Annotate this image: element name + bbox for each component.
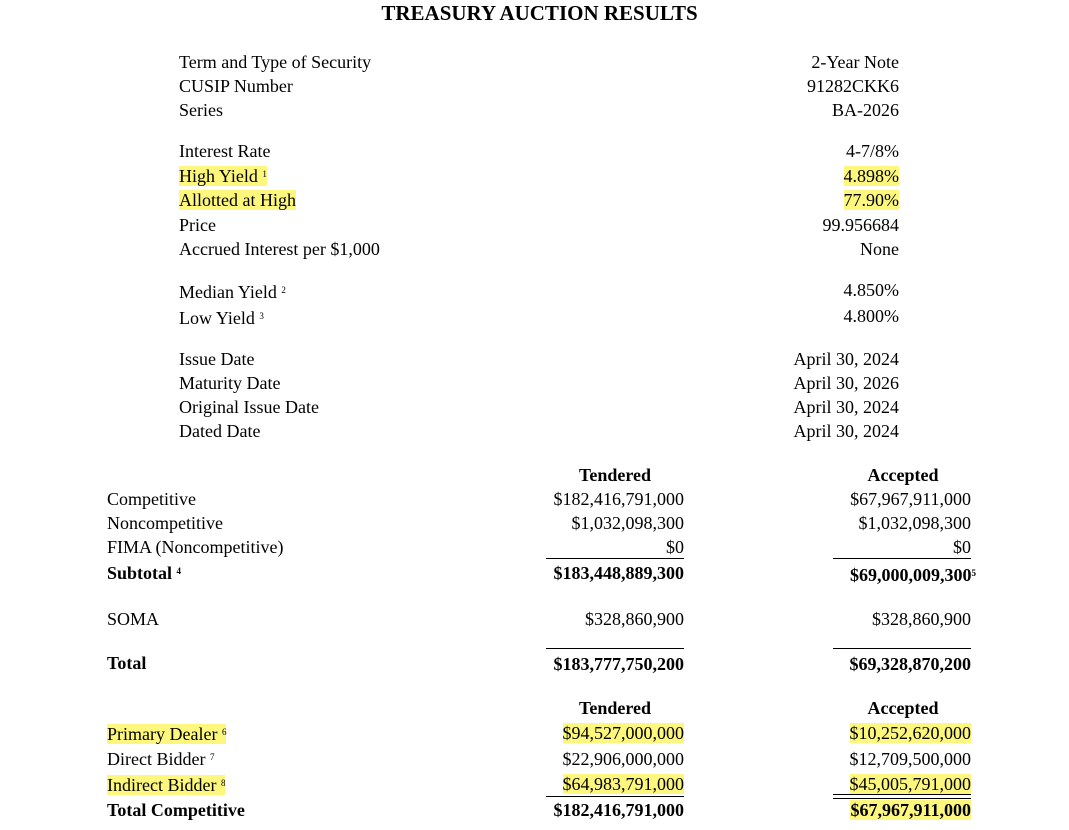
series-label: Series	[179, 100, 223, 120]
price-label: Price	[179, 215, 216, 235]
fima-accepted: $0	[953, 537, 971, 557]
cusip-value: 91282CKK6	[806, 76, 899, 96]
noncompetitive-tendered: $1,032,098,300	[571, 513, 684, 533]
cusip-label: CUSIP Number	[179, 76, 293, 96]
dated-date-label: Dated Date	[179, 421, 261, 441]
footnote-marker: 6	[221, 727, 227, 737]
total-accepted: $69,328,870,200	[849, 654, 971, 674]
primary-dealer-tendered: $94,527,000,000	[562, 723, 684, 743]
primary-dealer-accepted: $10,252,620,000	[849, 723, 971, 743]
original-issue-date-value: April 30, 2024	[793, 397, 899, 417]
subtotal-label: Subtotal $^4$	[107, 563, 182, 583]
accrued-value: None	[860, 239, 899, 259]
competitive-rule-tendered	[546, 796, 684, 797]
total-tendered: $183,777,750,200	[553, 654, 684, 674]
competitive-accepted: $67,967,911,000	[850, 489, 971, 509]
footnote-marker: 3	[259, 311, 264, 321]
price-value: 99.956684	[822, 215, 899, 235]
indirect-bidder-accepted: $45,005,791,000	[849, 774, 971, 794]
bidders-accepted-header: Accepted	[867, 698, 939, 718]
footnote-marker: 4	[176, 566, 182, 576]
median-yield-label: Median Yield $^2$	[179, 282, 286, 302]
page-title: TREASURY AUCTION RESULTS	[381, 1, 698, 25]
total-rule-accepted	[833, 648, 971, 649]
maturity-date-value: April 30, 2026	[793, 373, 899, 393]
interest-rate-value: 4-7/8%	[846, 141, 899, 161]
high-yield-label: High Yield $^1$	[179, 166, 267, 186]
noncompetitive-label: Noncompetitive	[107, 513, 223, 533]
fima-label: FIMA (Noncompetitive)	[107, 537, 284, 557]
direct-bidder-accepted: $12,709,500,000	[849, 749, 971, 769]
subtotal-tendered: $183,448,889,300	[553, 563, 684, 583]
footnote-marker: 7	[209, 752, 215, 762]
footnote-marker: 2	[281, 285, 286, 295]
total-label: Total	[107, 653, 147, 673]
term-value: 2-Year Note	[811, 52, 899, 72]
subtotal-rule-tendered	[546, 558, 684, 559]
tendered-header: Tendered	[578, 465, 652, 485]
bidders-tendered-header: Tendered	[578, 698, 652, 718]
soma-tendered: $328,860,900	[585, 609, 684, 629]
indirect-bidder-label: Indirect Bidder $^8$	[107, 775, 226, 795]
high-yield-value: 4.898%	[843, 166, 899, 186]
low-yield-label: Low Yield $^3$	[179, 308, 264, 328]
accrued-label: Accrued Interest per $1,000	[179, 239, 380, 259]
subtotal-accepted: $69,000,009,300$^5$	[850, 565, 976, 585]
total-rule-tendered	[546, 648, 684, 649]
subtotal-rule-accepted	[833, 558, 971, 559]
soma-accepted: $328,860,900	[872, 609, 971, 629]
low-yield-value: 4.800%	[843, 306, 899, 326]
direct-bidder-label: Direct Bidder $^7$	[107, 749, 215, 769]
original-issue-date-label: Original Issue Date	[179, 397, 319, 417]
footnote-marker: 5	[971, 568, 976, 578]
dated-date-value: April 30, 2024	[793, 421, 899, 441]
interest-rate-label: Interest Rate	[179, 141, 271, 161]
noncompetitive-accepted: $1,032,098,300	[858, 513, 971, 533]
total-competitive-tendered: $182,416,791,000	[553, 800, 684, 820]
fima-tendered: $0	[666, 537, 684, 557]
indirect-bidder-tendered: $64,983,791,000	[562, 774, 684, 794]
footnote-marker: 1	[262, 169, 267, 179]
soma-label: SOMA	[107, 609, 160, 629]
maturity-date-label: Maturity Date	[179, 373, 281, 393]
total-competitive-accepted: $67,967,911,000	[850, 800, 971, 820]
allotted-label: Allotted at High	[179, 190, 296, 210]
issue-date-label: Issue Date	[179, 349, 255, 369]
term-label: Term and Type of Security	[179, 52, 372, 72]
total-competitive-label: Total Competitive	[107, 800, 245, 820]
competitive-label: Competitive	[107, 489, 196, 509]
series-value: BA-2026	[832, 100, 899, 120]
competitive-tendered: $182,416,791,000	[553, 489, 684, 509]
accepted-header: Accepted	[867, 465, 939, 485]
direct-bidder-tendered: $22,906,000,000	[562, 749, 684, 769]
primary-dealer-label: Primary Dealer $^6$	[107, 724, 227, 744]
issue-date-value: April 30, 2024	[793, 349, 899, 369]
allotted-value: 77.90%	[843, 190, 899, 210]
footnote-marker: 8	[220, 778, 226, 788]
median-yield-value: 4.850%	[843, 280, 899, 300]
